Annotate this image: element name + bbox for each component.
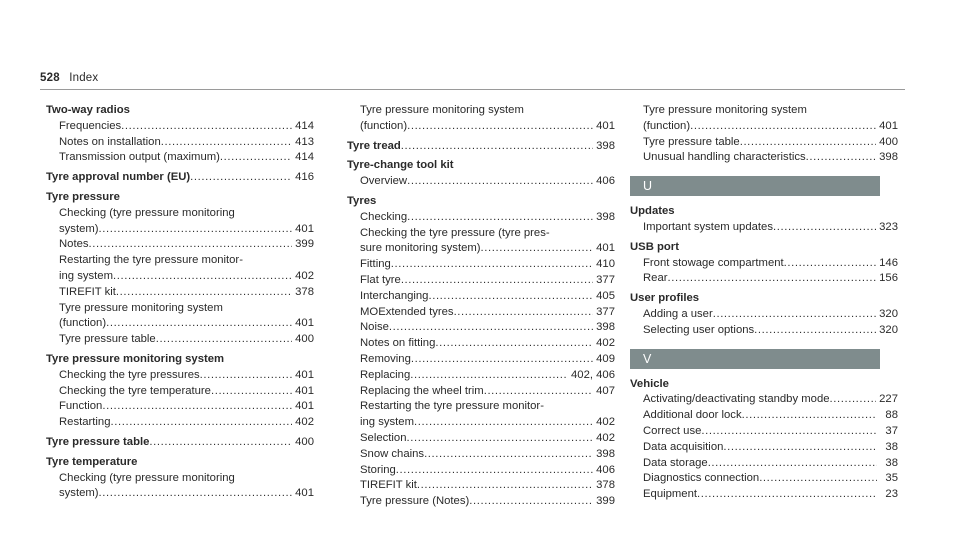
entry-text: Selecting user options: [643, 323, 755, 336]
leader-dots: [417, 478, 593, 494]
leader-dots: [111, 415, 293, 431]
subentry-text: Tyre pressure monitoring system: [360, 104, 524, 116]
page-ref: 401: [295, 368, 314, 381]
subentry-text: Restarting the tyre pressure monitor-: [59, 254, 243, 267]
page-ref: 398: [596, 321, 615, 334]
page-ref: 398: [596, 447, 615, 460]
entry-text: Frequencies: [59, 119, 122, 132]
subentry: [46, 399, 314, 415]
subentry: [630, 392, 898, 408]
page-ref: 401: [295, 317, 314, 330]
leader-dots: [396, 463, 593, 479]
entry-gap: [347, 510, 615, 514]
page-number: 528: [40, 72, 60, 84]
index-entry: [46, 435, 314, 451]
entry-text: Checking the tyre temperature: [59, 384, 211, 397]
leader-dots: [428, 289, 593, 305]
page-ref: 401: [879, 119, 898, 132]
leader-dots: [161, 135, 292, 151]
leader-dots: [99, 486, 293, 502]
leader-dots: [469, 494, 593, 510]
entry-text: Unusual handling characteristics: [643, 151, 806, 164]
entry-text: Equipment: [643, 488, 698, 501]
subentry: [347, 352, 615, 368]
entry-gap: [46, 502, 314, 506]
index-heading: Tyre pressure: [46, 190, 120, 203]
header-divider: [40, 89, 905, 90]
subentry: [46, 316, 314, 332]
leader-dots: [410, 368, 568, 384]
page-ref: 409: [596, 352, 615, 365]
subentry: [347, 447, 615, 463]
leader-dots: [481, 241, 594, 257]
page-ref: 38: [885, 440, 898, 453]
leader-dots: [407, 174, 593, 190]
entry-text: Transmission output (maximum): [59, 151, 220, 164]
entry-text: Removing: [360, 352, 411, 365]
leader-dots: [389, 320, 593, 336]
index-entry: [46, 455, 314, 502]
page-ref: 402: [295, 269, 314, 282]
entry-text: MOExtended tyres: [360, 305, 454, 318]
entry-text: (function): [59, 317, 107, 330]
page-ref: 413: [295, 135, 314, 148]
page-ref: 401: [295, 487, 314, 500]
entry-text: Tyre pressure (Notes): [360, 495, 470, 508]
page-ref: 227: [879, 393, 898, 406]
subentry-text: Restarting the tyre pressure monitor-: [360, 400, 544, 413]
subentry: [630, 220, 898, 236]
entry-text: system): [59, 487, 99, 500]
subentry: [46, 332, 314, 348]
leader-dots: [754, 323, 876, 339]
subentry: [347, 431, 615, 447]
page-ref: 398: [596, 139, 615, 152]
index-heading: [347, 139, 615, 155]
leader-dots: [723, 440, 877, 456]
subentry: [630, 471, 898, 487]
page-ref: 402: [596, 337, 615, 350]
subentry-text: Checking (tyre pressure monitoring: [59, 206, 235, 219]
entry-text: Storing: [360, 463, 396, 476]
subentry: [46, 486, 314, 502]
leader-dots: [190, 170, 292, 186]
page-ref: 402: [596, 431, 615, 444]
index-heading: Vehicle: [630, 377, 669, 390]
index-entry: [347, 194, 615, 510]
page-ref: 406: [596, 175, 615, 188]
page-ref: 398: [596, 210, 615, 223]
subentry: [347, 320, 615, 336]
entry-text: Data acquisition: [643, 440, 724, 453]
page-ref: 407: [596, 384, 615, 397]
entry-text: Function: [59, 400, 103, 413]
index-heading: Updates: [630, 205, 675, 218]
subentry: [46, 384, 314, 400]
subentry: [347, 463, 615, 479]
entry-text: Tyre pressure table: [643, 135, 740, 148]
entry-text: Snow chains: [360, 447, 425, 460]
entry-text: TIREFIT kit: [59, 285, 116, 298]
leader-dots: [806, 150, 877, 166]
subentry: [630, 307, 898, 323]
subentry: [46, 135, 314, 151]
index-entry: [630, 291, 898, 338]
leader-dots: [708, 456, 877, 472]
leader-dots: [156, 332, 292, 348]
subentry: [46, 269, 314, 285]
page-ref: 378: [295, 285, 314, 298]
entry-text: Front stowage compartment: [643, 256, 784, 269]
page-ref: 38: [885, 456, 898, 469]
index-entry: [630, 204, 898, 236]
leader-dots: [414, 415, 593, 431]
leader-dots: [121, 119, 292, 135]
page-ref: 401: [295, 400, 314, 413]
subentry: [347, 289, 615, 305]
page-ref: 400: [295, 435, 314, 448]
leader-dots: [116, 285, 292, 301]
entry-text: Notes on installation: [59, 135, 161, 148]
index-heading: [46, 435, 314, 451]
subentry: [46, 119, 314, 135]
subentry: [347, 368, 615, 384]
entry-text: Replacing: [360, 368, 411, 381]
section-letter-u: U: [630, 176, 880, 196]
entry-text: Replacing the wheel trim: [360, 384, 484, 397]
page-ref: 23: [885, 488, 898, 501]
entry-text: Tyre approval number (EU): [46, 171, 191, 184]
leader-dots: [149, 435, 292, 451]
leader-dots: [759, 471, 877, 487]
entry-text: Rear: [643, 272, 668, 285]
subentry: [46, 222, 314, 238]
leader-dots: [713, 307, 876, 323]
page-ref: 402: [596, 416, 615, 429]
page-ref: 401: [295, 384, 314, 397]
entry-text: Notes: [59, 238, 89, 251]
entry-text: Tyre pressure table: [59, 333, 156, 346]
leader-dots: [211, 384, 292, 400]
entry-gap: [630, 503, 898, 507]
entry-text: Additional door lock: [643, 409, 742, 422]
page-ref: 414: [295, 119, 314, 132]
leader-dots: [830, 392, 877, 408]
entry-text: Interchanging: [360, 289, 429, 302]
entry-text: system): [59, 222, 99, 235]
index-heading: [46, 170, 314, 186]
entry-text: ing system: [360, 416, 414, 429]
entry-text: Tyre pressure table: [46, 435, 150, 448]
page-ref: 323: [879, 220, 898, 233]
leader-dots: [668, 271, 877, 287]
entry-text: Selection: [360, 431, 407, 444]
entry-text: Noise: [360, 321, 389, 334]
entry-text: Diagnostics connection: [643, 472, 760, 485]
entry-text: Adding a user: [643, 307, 713, 320]
subentry-text: Checking (tyre pressure monitoring: [59, 471, 235, 484]
entry-text: Overview: [360, 175, 408, 188]
subentry: [46, 150, 314, 166]
subentry: [630, 150, 898, 166]
leader-dots: [484, 384, 593, 400]
entry-text: Restarting: [59, 416, 111, 429]
page-ref: 416: [295, 171, 314, 184]
subentry: [630, 119, 898, 135]
subentry: [46, 285, 314, 301]
subentry: [630, 256, 898, 272]
index-entry: [630, 377, 898, 503]
page-ref: 399: [596, 495, 615, 508]
subentry: [46, 368, 314, 384]
leader-dots: [435, 336, 593, 352]
subentry: [347, 241, 615, 257]
index-heading: Two-way radios: [46, 104, 130, 116]
page-ref: 156: [879, 272, 898, 285]
page-ref: 398: [879, 151, 898, 164]
page-ref: 377: [596, 305, 615, 318]
index-heading: Tyre pressure monitoring system: [46, 352, 225, 365]
leader-dots: [407, 210, 593, 226]
leader-dots: [742, 408, 877, 424]
index-heading: User profiles: [630, 292, 700, 305]
subentry-text: Tyre pressure monitoring system: [59, 301, 223, 314]
subentry: [347, 384, 615, 400]
index-entry: [46, 190, 314, 348]
page-ref: 320: [879, 307, 898, 320]
subentry: [46, 237, 314, 253]
section-title: Index: [69, 72, 99, 84]
subentry: [630, 440, 898, 456]
index-heading: Tyre temperature: [46, 455, 138, 468]
index-entry: [347, 158, 615, 190]
subentry: [630, 135, 898, 151]
page-ref: 402, 406: [571, 368, 615, 381]
subentry-text: Checking the tyre pressure (tyre pres-: [360, 226, 550, 239]
leader-dots: [740, 135, 876, 151]
leader-dots: [407, 119, 593, 135]
leader-dots: [220, 150, 292, 166]
section-letter-v: V: [630, 349, 880, 369]
page-ref: 405: [596, 289, 615, 302]
entry-text: Fitting: [360, 258, 391, 271]
page-ref: 88: [885, 409, 898, 422]
leader-dots: [690, 119, 876, 135]
page-header: [40, 72, 98, 84]
index-entry: [347, 103, 615, 135]
leader-dots: [200, 368, 292, 384]
entry-text: Correct use: [643, 424, 702, 437]
index-entry: [630, 240, 898, 287]
subentry: [630, 487, 898, 503]
leader-dots: [401, 273, 593, 289]
page-ref: 37: [885, 424, 898, 437]
leader-dots: [102, 399, 292, 415]
index-column-1: [46, 103, 314, 506]
entry-text: Checking: [360, 210, 408, 223]
leader-dots: [773, 220, 876, 236]
entry-gap: [630, 166, 898, 170]
leader-dots: [113, 269, 292, 285]
page-ref: 399: [295, 238, 314, 251]
leader-dots: [697, 487, 877, 503]
index-entry: [46, 103, 314, 166]
index-entry: [630, 103, 898, 166]
subentry: [630, 323, 898, 339]
entry-text: TIREFIT kit: [360, 479, 417, 492]
index-heading: Tyres: [347, 194, 377, 207]
leader-dots: [391, 257, 593, 273]
entry-text: Important system updates: [643, 220, 773, 233]
page-ref: 402: [295, 416, 314, 429]
page-ref: 377: [596, 273, 615, 286]
leader-dots: [99, 222, 293, 238]
page-ref: 400: [879, 135, 898, 148]
leader-dots: [401, 139, 593, 155]
leader-dots: [454, 305, 594, 321]
leader-dots: [106, 316, 292, 332]
entry-text: (function): [360, 119, 408, 132]
entry-text: Tyre tread: [347, 139, 401, 152]
leader-dots: [89, 237, 293, 253]
entry-text: Checking the tyre pressures: [59, 368, 200, 381]
entry-text: sure monitoring system): [360, 242, 481, 255]
index-entry: [46, 352, 314, 431]
subentry: [347, 273, 615, 289]
entry-text: (function): [643, 119, 691, 132]
index-heading: USB port: [630, 240, 679, 253]
leader-dots: [784, 256, 876, 272]
page-ref: 410: [596, 258, 615, 271]
subentry: [347, 494, 615, 510]
subentry: [347, 305, 615, 321]
page-ref: 401: [295, 222, 314, 235]
subentry: [347, 478, 615, 494]
subentry: [347, 119, 615, 135]
leader-dots: [406, 431, 593, 447]
page-ref: 378: [596, 479, 615, 492]
index-column-2: [347, 103, 615, 514]
entry-text: ing system: [59, 269, 113, 282]
page-ref: 406: [596, 463, 615, 476]
page-ref: 146: [879, 256, 898, 269]
page-ref: 400: [295, 333, 314, 346]
index-column-3: [630, 103, 898, 507]
page-ref: 414: [295, 151, 314, 164]
entry-text: Activating/deactivating standby mode: [643, 393, 830, 406]
subentry: [46, 415, 314, 431]
entry-text: Data storage: [643, 456, 708, 469]
subentry: [347, 336, 615, 352]
subentry: [347, 415, 615, 431]
subentry: [347, 257, 615, 273]
leader-dots: [424, 447, 593, 463]
entry-gap: [630, 339, 898, 343]
index-entry: [347, 139, 615, 155]
page-ref: 320: [879, 323, 898, 336]
subentry: [630, 424, 898, 440]
subentry: [347, 210, 615, 226]
subentry: [630, 456, 898, 472]
subentry: [630, 408, 898, 424]
subentry-text: Tyre pressure monitoring system: [643, 104, 807, 116]
subentry: [347, 174, 615, 190]
leader-dots: [701, 424, 877, 440]
leader-dots: [411, 352, 593, 368]
entry-text: Flat tyre: [360, 273, 401, 286]
subentry: [630, 271, 898, 287]
index-heading: Tyre-change tool kit: [347, 159, 454, 172]
page-ref: 401: [596, 242, 615, 255]
entry-text: Notes on fitting: [360, 337, 436, 350]
page-ref: 401: [596, 119, 615, 132]
index-entry: [46, 170, 314, 186]
page-ref: 35: [885, 472, 898, 485]
